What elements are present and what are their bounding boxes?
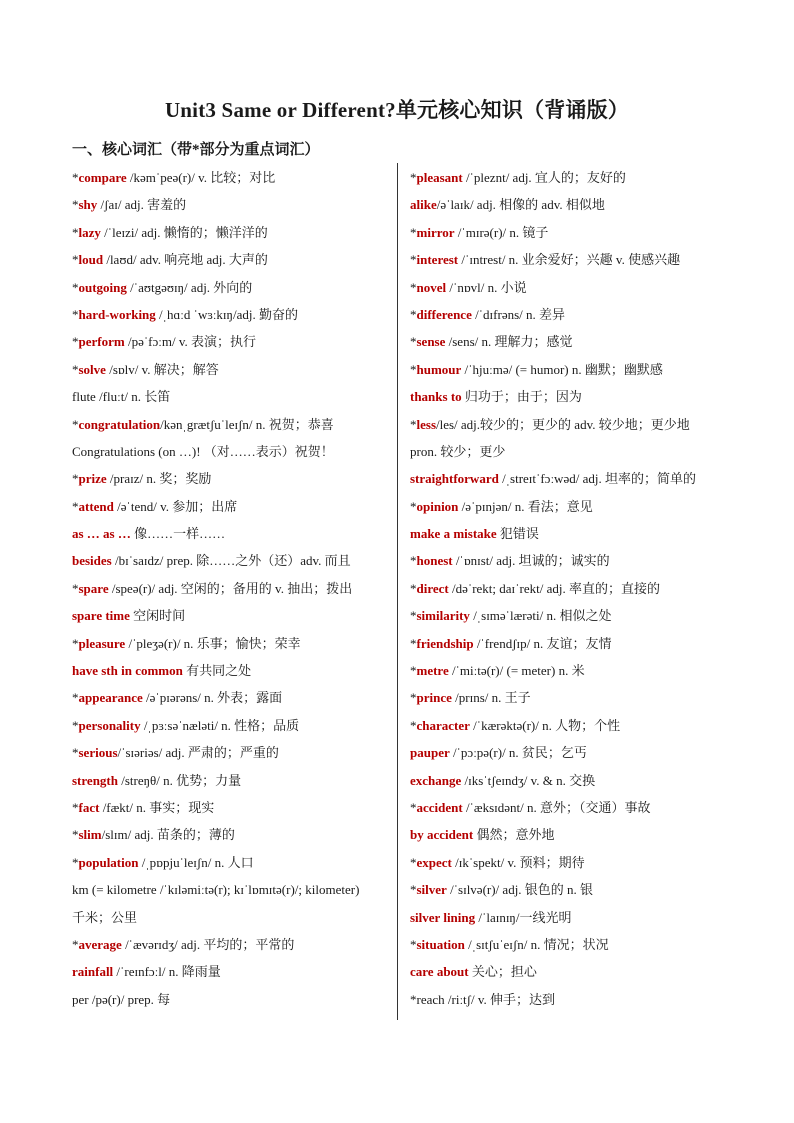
key-word-marker: *	[410, 936, 417, 952]
vocab-entry	[410, 383, 728, 410]
vocab-entry	[410, 931, 728, 958]
key-word-marker: *	[72, 170, 79, 185]
vocab-definition: /pəˈfɔːm/ v. 表演；执行	[124, 334, 257, 350]
column-divider	[397, 163, 398, 1020]
vocab-entry	[410, 958, 728, 985]
vocab-definition: /ˌsɪməˈlærəti/ n. 相似之处	[469, 608, 612, 624]
vocab-entry	[72, 164, 388, 191]
vocab-entry	[410, 767, 728, 794]
vocab-definition: /ˈaʊtgəʊɪŋ/ adj. 外向的	[126, 279, 253, 295]
vocab-definition: /laʊd/ adv. 响亮地 adj. 大声的	[103, 252, 268, 268]
key-word-marker: *	[410, 882, 417, 898]
key-word-marker: *	[72, 936, 79, 952]
key-word-marker: *	[72, 717, 79, 733]
vocab-definition: /slɪm/ adj. 苗条的；薄的	[101, 827, 235, 843]
vocab-definition: *reach /riːtʃ/ v. 伸手；达到	[410, 991, 556, 1007]
vocab-definition: /ˈleɪzi/ adj. 懒惰的；懒洋洋的	[100, 224, 268, 240]
vocab-headword: shy	[78, 197, 98, 213]
vocab-headword: compare	[78, 170, 127, 185]
vocab-headword: character	[416, 717, 470, 733]
vocab-entry	[410, 465, 728, 492]
key-word-marker: *	[72, 306, 79, 322]
vocab-entry	[410, 876, 728, 903]
vocab-headword: silver lining	[410, 909, 476, 925]
vocab-definition: /əˈlaɪk/ adj. 相像的 adv. 相似地	[436, 197, 605, 213]
vocab-definition: 空闲时间	[129, 608, 186, 624]
vocab-headword: exchange	[410, 772, 462, 788]
vocab-entry	[410, 356, 728, 383]
vocab-headword: rainfall	[72, 964, 114, 980]
vocab-definition: /sɒlv/ v. 解决；解答	[105, 361, 219, 377]
vocab-entry	[72, 684, 388, 711]
key-word-marker: *	[410, 608, 417, 624]
vocab-headword: make a mistake	[410, 526, 497, 542]
vocab-headword: prince	[416, 690, 452, 706]
vocab-entry	[72, 904, 388, 931]
vocab-headword: opinion	[416, 498, 459, 514]
vocab-headword: besides	[72, 553, 112, 569]
key-word-marker: *	[410, 170, 417, 185]
vocab-entry	[410, 794, 728, 821]
key-word-marker: *	[410, 690, 417, 706]
vocab-entry	[72, 876, 388, 903]
vocab-headword: perform	[78, 334, 125, 350]
vocab-definition: Congratulations (on …)! （对……表示）祝贺！	[72, 443, 334, 459]
vocab-entry	[72, 602, 388, 629]
vocab-definition: /ˈmiːtə(r)/ (= meter) n. 米	[448, 663, 585, 679]
vocab-headword: direct	[416, 580, 449, 596]
section-heading: 一、核心词汇（带*部分为重点词汇）	[72, 142, 320, 158]
vocab-headword: situation	[416, 936, 465, 952]
vocab-definition: /ˈmɪrə(r)/ n. 镜子	[454, 224, 549, 240]
vocab-headword: alike	[410, 197, 437, 213]
vocab-entry	[72, 274, 388, 301]
vocab-headword: straightforward	[410, 471, 499, 487]
key-word-marker: *	[72, 580, 79, 596]
vocab-definition: /ˈhjuːmə/ (= humor) n. 幽默；幽默感	[461, 361, 663, 377]
vocab-headword: solve	[78, 361, 106, 377]
key-word-marker: *	[410, 854, 417, 870]
vocab-entry	[410, 411, 728, 438]
vocab-entry	[72, 794, 388, 821]
vocab-definition: /kənˌgrætʃuˈleɪʃn/ n. 祝贺；恭喜	[160, 416, 334, 432]
vocab-definition: 归功于；由于；因为	[461, 389, 582, 405]
vocab-entry	[72, 931, 388, 958]
vocab-definition: /ˈɒnɪst/ adj. 坦诚的；诚实的	[452, 553, 610, 569]
vocab-definition: /ˈpɔːpə(r)/ n. 贫民；乞丐	[449, 745, 587, 761]
vocab-headword: silver	[416, 882, 447, 898]
vocab-headword: spare	[78, 580, 109, 596]
key-word-marker: *	[72, 279, 79, 295]
vocab-definition: /ˈpleʒə(r)/ n. 乐事；愉快；荣幸	[125, 635, 301, 651]
vocab-entry	[72, 465, 388, 492]
vocab-entry	[72, 520, 388, 547]
vocab-headword: honest	[416, 553, 453, 569]
vocab-definition: /ˈkærəktə(r)/ n. 人物；个性	[469, 717, 621, 733]
vocab-headword: metre	[416, 663, 449, 679]
key-word-marker: *	[410, 799, 417, 815]
vocab-definition: /ˌhɑːd ˈwɜːkɪŋ/adj. 勤奋的	[155, 306, 298, 322]
vocab-entry	[410, 520, 728, 547]
vocab-definition: /speə(r)/ adj. 空闲的；备用的 v. 抽出；拨出	[108, 580, 353, 596]
vocab-entry	[72, 821, 388, 848]
vocab-entry	[410, 575, 728, 602]
vocab-entry	[72, 301, 388, 328]
vocab-entry	[72, 849, 388, 876]
vocab-headword: have sth in common	[72, 663, 183, 679]
vocab-definition: /ɪkˈspekt/ v. 预料；期待	[451, 854, 585, 870]
vocab-entry	[72, 493, 388, 520]
vocab-definition: /ˈreɪnfɔːl/ n. 降雨量	[113, 964, 221, 980]
vocab-entry	[410, 821, 728, 848]
key-word-marker: *	[72, 854, 79, 870]
key-word-marker: *	[410, 334, 417, 350]
vocab-entry	[72, 219, 388, 246]
vocab-definition: /fækt/ n. 事实；现实	[99, 799, 215, 815]
vocab-entry	[410, 684, 728, 711]
vocab-headword: strength	[72, 772, 118, 788]
vocab-headword: novel	[416, 279, 447, 295]
key-word-marker: *	[410, 663, 417, 679]
vocab-headword: attend	[78, 498, 114, 514]
vocab-entry	[72, 986, 388, 1013]
key-word-marker: *	[72, 361, 79, 377]
vocab-entry	[410, 904, 728, 931]
vocab-definition: /dəˈrekt; daɪˈrekt/ adj. 率直的；直接的	[448, 580, 660, 596]
key-word-marker: *	[410, 717, 417, 733]
vocab-definition: 像……一样……	[130, 526, 226, 542]
vocab-headword: thanks to	[410, 389, 462, 405]
vocab-entry	[72, 657, 388, 684]
vocab-entry	[410, 438, 728, 465]
vocab-headword: personality	[78, 717, 141, 733]
vocab-entry	[410, 493, 728, 520]
vocab-entry	[72, 958, 388, 985]
vocab-headword: spare time	[72, 608, 130, 624]
vocab-headword: accident	[416, 799, 463, 815]
vocab-definition: /ɪksˈtʃeɪndʒ/ v. & n. 交换	[461, 772, 596, 788]
left-vocabulary-column	[72, 164, 388, 1013]
vocab-entry	[410, 547, 728, 574]
vocab-entry	[410, 246, 728, 273]
vocab-headword: humour	[416, 361, 462, 377]
vocab-entry	[410, 191, 728, 218]
vocab-headword: similarity	[416, 608, 470, 624]
vocab-definition: /streŋθ/ n. 优势；力量	[117, 772, 242, 788]
vocab-entry	[410, 602, 728, 629]
vocab-entry	[72, 356, 388, 383]
key-word-marker: *	[72, 745, 79, 761]
vocab-definition: /prɪns/ n. 王子	[451, 690, 531, 706]
vocab-entry	[72, 438, 388, 465]
vocab-definition: /əˈpɪnjən/ n. 看法；意见	[458, 498, 593, 514]
vocab-headword: by accident	[410, 827, 474, 843]
vocab-headword: mirror	[416, 224, 455, 240]
vocab-headword: as … as …	[72, 526, 131, 542]
vocab-headword: serious	[78, 745, 118, 761]
vocab-definition: /əˈtend/ v. 参加；出席	[113, 498, 238, 514]
vocab-entry	[72, 575, 388, 602]
vocab-definition: /ˌpɒpjuˈleɪʃn/ n. 人口	[138, 854, 254, 870]
vocab-headword: prize	[78, 471, 107, 487]
vocab-definition: /əˈpɪərəns/ n. 外表；露面	[142, 690, 283, 706]
vocab-entry	[72, 191, 388, 218]
key-word-marker: *	[72, 827, 79, 843]
vocab-entry	[410, 164, 728, 191]
vocab-definition: /ˈdɪfrəns/ n. 差异	[471, 306, 566, 322]
vocab-definition: /ˌstreɪtˈfɔːwəd/ adj. 坦率的；简单的	[498, 471, 696, 487]
key-word-marker: *	[72, 334, 79, 350]
vocab-headword: pleasant	[416, 170, 463, 185]
vocab-definition: /ˈnɒvl/ n. 小说	[446, 279, 527, 295]
vocab-headword: average	[78, 936, 122, 952]
vocab-definition: /kəmˈpeə(r)/ v. 比较；对比	[126, 170, 276, 185]
key-word-marker: *	[410, 416, 417, 432]
vocab-entry	[72, 712, 388, 739]
vocab-headword: difference	[416, 306, 472, 322]
vocab-entry	[410, 986, 728, 1013]
vocab-definition: /ˈlaɪnɪŋ/一线光明	[475, 909, 572, 925]
vocab-headword: expect	[416, 854, 452, 870]
key-word-marker: *	[410, 224, 417, 240]
vocab-definition: /ʃaɪ/ adj. 害羞的	[97, 197, 187, 213]
vocab-headword: fact	[78, 799, 100, 815]
vocab-entry	[410, 219, 728, 246]
vocab-entry	[72, 328, 388, 355]
vocab-entry	[72, 547, 388, 574]
vocab-definition: /ˌsɪtʃuˈeɪʃn/ n. 情况；状况	[464, 936, 609, 952]
vocab-definition: /ˈpleznt/ adj. 宜人的；友好的	[462, 170, 626, 185]
key-word-marker: *	[410, 252, 417, 268]
key-word-marker: *	[72, 416, 79, 432]
key-word-marker: *	[72, 252, 79, 268]
key-word-marker: *	[410, 635, 417, 651]
vocab-definition: /ˈɪntrest/ n. 业余爱好；兴趣 v. 使感兴趣	[458, 252, 681, 268]
vocab-definition: km (= kilometre /ˈkɪləmiːtə(r); kɪˈlɒmɪtə(r)/; kilometer)	[72, 882, 360, 898]
vocab-entry	[72, 767, 388, 794]
vocab-definition: /les/ adj.较少的；更少的 adv. 较少地；更少地	[436, 416, 690, 432]
key-word-marker: *	[72, 197, 79, 213]
vocab-headword: appearance	[78, 690, 143, 706]
vocab-headword: congratulation	[78, 416, 161, 432]
vocab-entry	[72, 411, 388, 438]
vocab-headword: pauper	[410, 745, 450, 761]
vocab-definition: 犯错误	[496, 526, 539, 542]
vocab-entry	[72, 246, 388, 273]
key-word-marker: *	[72, 690, 79, 706]
vocab-entry	[410, 630, 728, 657]
vocab-definition: pron. 较少；更少	[410, 443, 506, 459]
vocab-entry	[410, 274, 728, 301]
vocab-headword: less	[416, 416, 436, 432]
right-vocabulary-column	[410, 164, 728, 1013]
vocab-definition: /ˈfrendʃɪp/ n. 友谊；友情	[473, 635, 612, 651]
page-title: Unit3 Same or Different?单元核心知识（背诵版）	[164, 98, 630, 122]
key-word-marker: *	[410, 553, 417, 569]
vocab-definition: 有共同之处	[182, 663, 252, 679]
vocab-entry	[410, 657, 728, 684]
vocab-headword: care about	[410, 964, 469, 980]
vocab-entry	[410, 849, 728, 876]
key-word-marker: *	[410, 306, 417, 322]
vocab-definition: /ˈævərɪdʒ/ adj. 平均的；平常的	[121, 936, 295, 952]
vocab-definition: /sens/ n. 理解力；感觉	[445, 334, 573, 350]
key-word-marker: *	[410, 580, 417, 596]
vocab-definition: /ˈæksɪdənt/ n. 意外；（交通）事故	[462, 799, 651, 815]
vocab-entry	[72, 739, 388, 766]
vocab-definition: per /pə(r)/ prep. 每	[72, 991, 171, 1007]
vocab-headword: loud	[78, 252, 104, 268]
vocab-headword: hard-working	[78, 306, 156, 322]
key-word-marker: *	[72, 799, 79, 815]
vocab-headword: sense	[416, 334, 446, 350]
vocab-definition: /bɪˈsaɪdz/ prep. 除……之外（还）adv. 而且	[111, 553, 351, 569]
vocab-entry	[410, 712, 728, 739]
vocab-definition: 偶然；意外地	[473, 827, 555, 843]
vocab-entry	[410, 328, 728, 355]
vocab-entry	[410, 739, 728, 766]
vocab-definition: /ˌpɜːsəˈnæləti/ n. 性格；品质	[140, 717, 300, 733]
vocab-headword: interest	[416, 252, 459, 268]
key-word-marker: *	[410, 361, 417, 377]
vocab-definition: /ˈsɪlvə(r)/ adj. 银色的 n. 银	[446, 882, 594, 898]
vocab-definition: /praɪz/ n. 奖；奖励	[106, 471, 212, 487]
vocab-definition: flute /fluːt/ n. 长笛	[72, 389, 171, 405]
vocab-definition: 关心；担心	[468, 964, 537, 980]
vocab-entry	[410, 301, 728, 328]
vocab-headword: population	[78, 854, 139, 870]
vocab-entry	[72, 630, 388, 657]
key-word-marker: *	[72, 224, 79, 240]
vocab-headword: slim	[78, 827, 102, 843]
key-word-marker: *	[72, 471, 79, 487]
vocab-entry	[72, 383, 388, 410]
key-word-marker: *	[72, 498, 79, 514]
key-word-marker: *	[72, 635, 79, 651]
vocab-headword: pleasure	[78, 635, 126, 651]
vocab-definition: 千米；公里	[72, 909, 138, 925]
vocab-headword: friendship	[416, 635, 474, 651]
vocab-headword: outgoing	[78, 279, 127, 295]
key-word-marker: *	[410, 279, 417, 295]
vocab-headword: lazy	[78, 224, 101, 240]
vocab-definition: /ˈsɪəriəs/ adj. 严肃的；严重的	[117, 745, 279, 761]
key-word-marker: *	[410, 498, 417, 514]
